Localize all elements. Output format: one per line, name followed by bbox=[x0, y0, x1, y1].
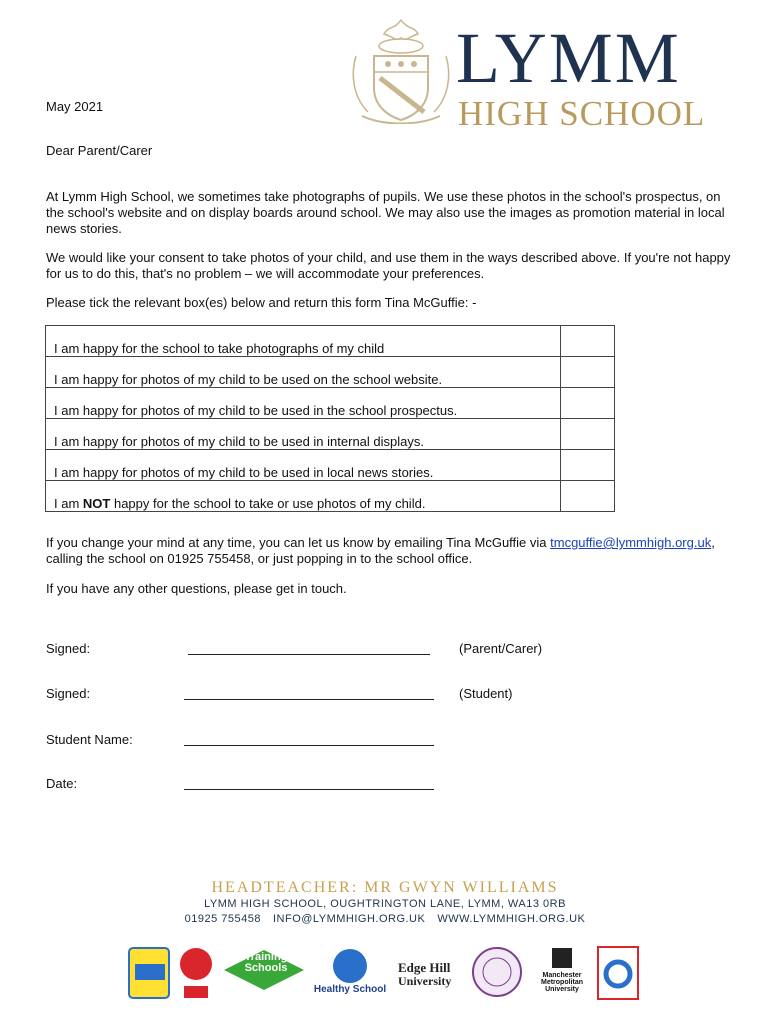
consent-checkbox[interactable] bbox=[560, 357, 614, 388]
consent-label-pre: I am bbox=[54, 496, 83, 511]
training-schools-badge bbox=[222, 946, 306, 1002]
change-mind-text-end: , calling the school on 01925 755458, or just popping in to the school office. bbox=[46, 535, 715, 566]
footer-website[interactable]: WWW.LYMMHIGH.ORG.UK bbox=[437, 913, 586, 925]
letter-paragraph-change-mind bbox=[46, 535, 736, 567]
consent-checkbox[interactable] bbox=[560, 388, 614, 419]
footer-contact bbox=[0, 913, 770, 925]
change-mind-text: If you change your mind at any time, you can let us know by emailing Tina McGuffie via bbox=[46, 535, 551, 550]
consent-row bbox=[46, 326, 615, 357]
signature-role: (Parent/Carer) bbox=[459, 641, 543, 656]
mmu-text-3: University bbox=[545, 986, 579, 993]
consent-row bbox=[46, 419, 615, 450]
email-link[interactable]: tmcguffie@lymmhigh.org.uk bbox=[550, 535, 712, 550]
footer-headteacher: HEADTEACHER: MR GWYN WILLIAMS bbox=[211, 879, 559, 896]
consent-label: I am happy for the school to take photographs of my child bbox=[46, 326, 561, 357]
letter-paragraph-instruction: Please tick the relevant box(es) below and return this form Tina McGuffie: - bbox=[46, 295, 477, 310]
student-name-line[interactable] bbox=[184, 745, 434, 746]
consent-row bbox=[46, 357, 615, 388]
consent-checkbox[interactable] bbox=[560, 326, 614, 357]
logo-wordmark: LYMM bbox=[456, 18, 681, 98]
quality-q-badge bbox=[597, 946, 639, 1002]
consent-label: I am happy for photos of my child to be used in local news stories. bbox=[46, 450, 561, 481]
mmu-text-1: Manchester bbox=[542, 972, 582, 979]
consent-label-not bbox=[46, 481, 561, 512]
letter-paragraph-questions: If you have any other questions, please get in touch. bbox=[46, 581, 347, 596]
consent-label-post: happy for the school to take or use photos of my child. bbox=[110, 496, 426, 511]
date-line[interactable] bbox=[184, 789, 434, 790]
signature-label: Signed: bbox=[46, 686, 91, 701]
rights-respecting-badge bbox=[178, 946, 214, 1002]
footer-phone: 01925 755458 bbox=[184, 913, 261, 925]
consent-label-not-emphasis: NOT bbox=[82, 496, 111, 511]
consent-checkbox[interactable] bbox=[560, 419, 614, 450]
consent-checkbox[interactable] bbox=[560, 481, 614, 512]
consent-table bbox=[45, 325, 615, 512]
mmu-badge bbox=[534, 946, 590, 1002]
signature-line-parent[interactable] bbox=[188, 654, 430, 655]
edge-hill-text-2: University bbox=[398, 974, 452, 988]
footer-address: LYMM HIGH SCHOOL, OUGHTRINGTON LANE, LYMM, WA13 0RB bbox=[204, 898, 566, 910]
consent-row bbox=[46, 481, 615, 512]
consent-row bbox=[46, 388, 615, 419]
logo-subtitle: HIGH SCHOOL bbox=[458, 94, 706, 133]
mmu-text bbox=[534, 972, 590, 993]
consent-label: I am happy for photos of my child to be used in the school prospectus. bbox=[46, 388, 561, 419]
consent-label: I am happy for photos of my child to be used in internal displays. bbox=[46, 419, 561, 450]
date-label: Date: bbox=[46, 776, 78, 791]
consent-label: I am happy for photos of my child to be used on the school website. bbox=[46, 357, 561, 388]
mmu-text-2: Metropolitan bbox=[541, 979, 583, 986]
school-crest-logo bbox=[348, 16, 454, 124]
letter-greeting: Dear Parent/Carer bbox=[46, 143, 153, 158]
student-name-label: Student Name: bbox=[46, 732, 133, 747]
healthy-school-badge bbox=[311, 946, 389, 1002]
letter-paragraph-consent: We would like your consent to take photos of your child, and use them in the ways described above. If you're not happy for us to do this, that's no problem – we will accommodate your preferences. bbox=[46, 250, 731, 281]
edge-hill-text-1: Edge Hill bbox=[398, 960, 451, 975]
signature-role: (Student) bbox=[459, 686, 513, 701]
letter-date: May 2021 bbox=[46, 99, 104, 114]
quality-mark-badge bbox=[468, 946, 526, 1002]
consent-checkbox[interactable] bbox=[560, 450, 614, 481]
letter-paragraph-intro: At Lymm High School, we sometimes take photographs of pupils. We use these photos in the school's prospectus, on the school's website and on display boards around school. We may also use the images as promotion material in local news stories. bbox=[46, 189, 725, 236]
consent-row bbox=[46, 450, 615, 481]
footer-email[interactable]: INFO@LYMMHIGH.ORG.UK bbox=[272, 913, 426, 925]
healthy-school-text: Healthy School bbox=[313, 984, 387, 995]
school-games-badge bbox=[127, 946, 173, 1002]
training-schools-text: Training Schools bbox=[244, 951, 288, 974]
edge-hill-badge bbox=[398, 946, 460, 1002]
signature-label: Signed: bbox=[46, 641, 91, 656]
signature-line-student[interactable] bbox=[184, 699, 434, 700]
